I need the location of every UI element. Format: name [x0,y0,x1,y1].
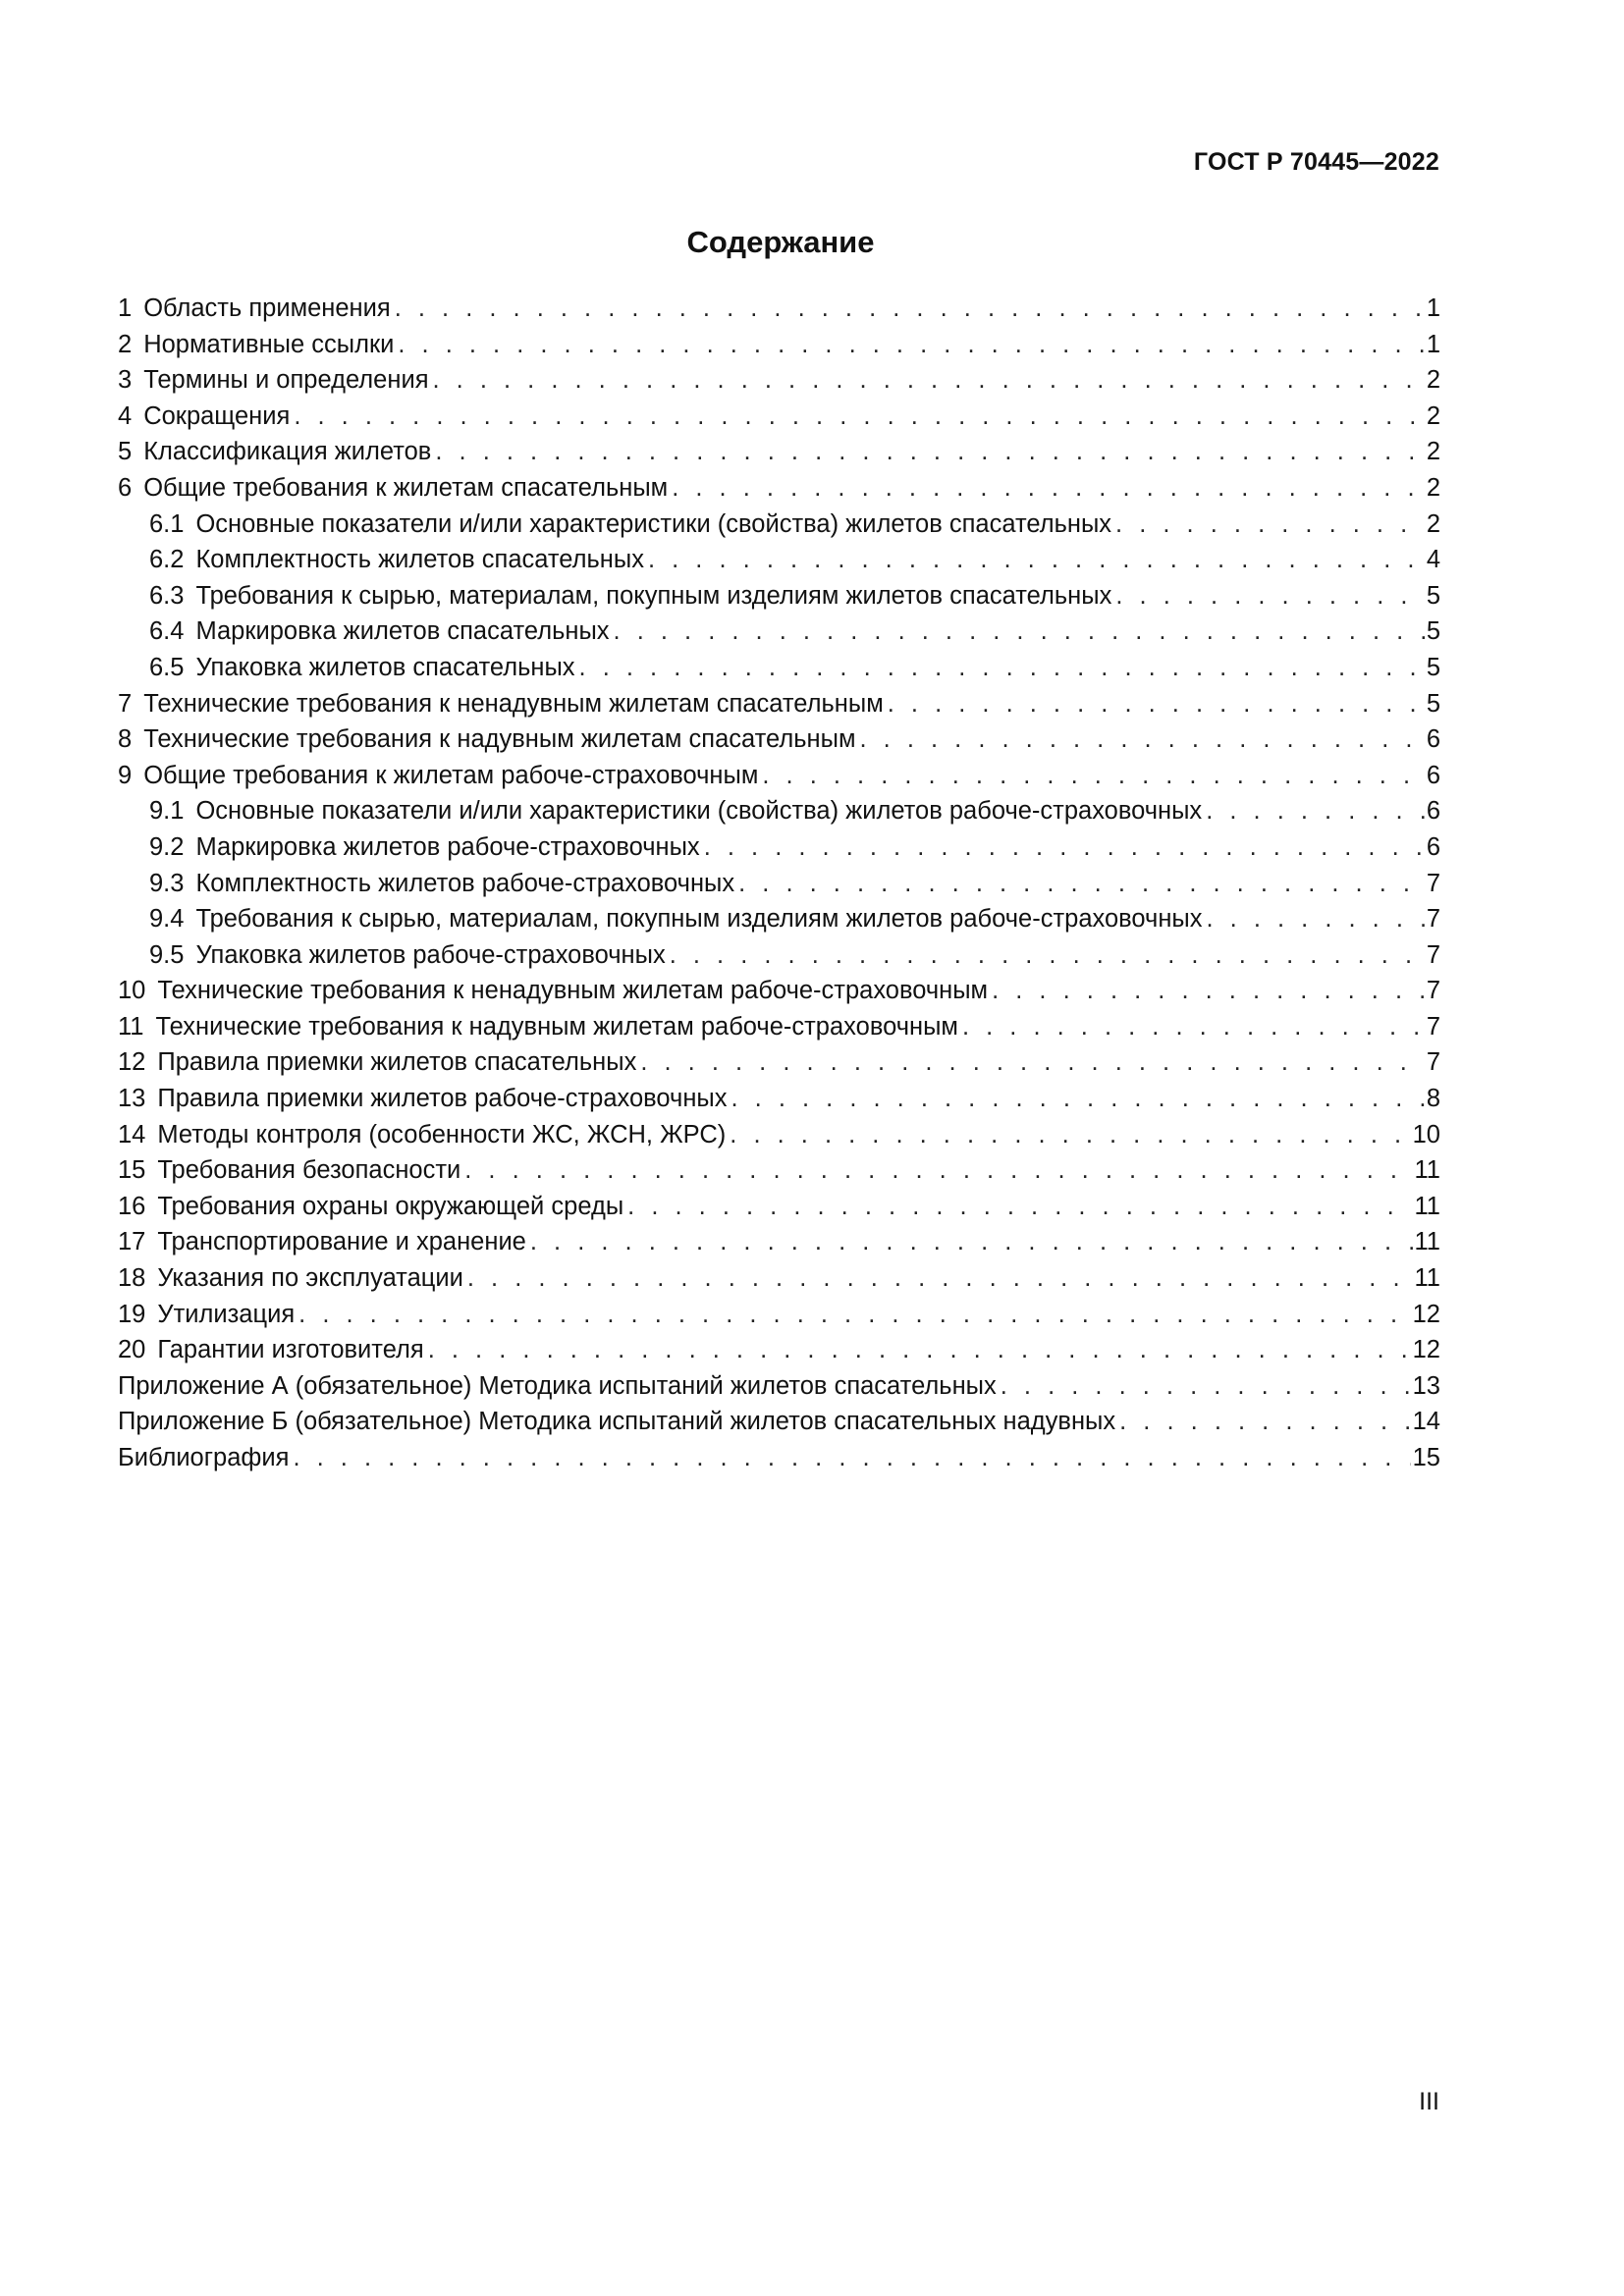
toc-entry-label: Общие требования к жилетам рабоче-страховочным [143,761,759,789]
toc-title: Содержание [686,225,875,259]
toc-entry[interactable] [118,866,1440,902]
toc-entry[interactable] [118,686,1440,722]
toc-entry[interactable] [118,758,1440,794]
toc-entry-page: 13 [1412,1371,1440,1400]
toc-entry-page: 1 [1426,294,1440,322]
toc-dot-leader [731,1081,1424,1117]
page-number: III [1419,2088,1439,2115]
toc-entry[interactable] [118,614,1440,650]
toc-entry-page: 5 [1426,581,1440,610]
toc-dot-leader [435,434,1424,470]
toc-dot-leader [464,1152,1412,1189]
toc-entry[interactable] [118,1009,1440,1045]
toc-dot-leader [1115,578,1424,614]
toc-entry-label: Комплектность жилетов спасательных [195,546,644,574]
toc-entry-number: 9.3 [149,869,185,897]
toc-dot-leader [398,327,1424,363]
toc-entry-number: 9 [118,761,133,789]
toc-dot-leader [614,614,1425,650]
toc-entry-label: Общие требования к жилетам спасательным [143,473,669,502]
toc-entry-label: Классификация жилетов [143,438,432,466]
toc-entry-label: Требования безопасности [157,1156,461,1185]
toc-entry-number: 9.2 [149,832,185,861]
document-code: ГОСТ Р 70445—2022 [1193,148,1439,176]
toc-entry-number: 4 [118,401,133,430]
toc-entry-label: Требования к сырью, материалам, покупным изделиям жилетов рабоче-страховочных [195,905,1203,934]
toc-entry[interactable] [118,1189,1440,1225]
toc-entry-number: 15 [118,1156,146,1185]
toc-dot-leader [298,1297,1410,1333]
toc-entry-label: Область применения [143,294,391,322]
toc-dot-leader [428,1332,1411,1368]
toc-entry-number: 13 [118,1085,146,1113]
toc-entry-number: 11 [118,1012,144,1041]
toc-dot-leader [738,866,1425,902]
toc-entry-page: 2 [1426,366,1440,395]
toc-entry-number: 3 [118,366,133,395]
toc-entry[interactable] [118,901,1440,937]
toc-entry-page: 14 [1412,1408,1440,1436]
toc-entry-number: 10 [118,977,146,1005]
toc-entry[interactable] [118,470,1440,507]
toc-entry[interactable] [118,1260,1440,1297]
toc-entry-number: 9.5 [149,940,185,969]
toc-entry-label: Комплектность жилетов рабоче-страховочных [195,869,735,897]
toc-entry-page: 8 [1426,1085,1440,1113]
toc-entry-page: 6 [1426,725,1440,754]
toc-dot-leader [1207,901,1425,937]
toc-entry[interactable] [118,362,1440,399]
toc-entry[interactable] [118,829,1440,866]
toc-entry-number: 19 [118,1300,146,1328]
toc-dot-leader [627,1189,1412,1225]
toc-entry-page: 5 [1426,617,1440,646]
toc-entry-page: 12 [1412,1336,1440,1364]
toc-entry-label: Утилизация [157,1300,296,1328]
toc-dot-leader [530,1224,1413,1260]
toc-dot-leader [730,1117,1410,1153]
toc-entry-label: Правила приемки жилетов спасательных [157,1048,637,1077]
toc-entry-page: 7 [1426,905,1440,934]
toc-dot-leader [672,470,1425,507]
toc-entry[interactable] [118,1224,1440,1260]
toc-dot-leader [1206,793,1425,829]
toc-dot-leader [962,1009,1425,1045]
toc-entry-label: Нормативные ссылки [143,330,395,358]
toc-dot-leader [640,1044,1424,1081]
toc-dot-leader [992,973,1425,1009]
toc-entry-label: Гарантии изготовителя [157,1336,424,1364]
toc-entry[interactable] [118,578,1440,614]
toc-entry-label: Маркировка жилетов спасательных [195,617,610,646]
toc-entry-number: 5 [118,438,133,466]
toc-entry-label: Технические требования к ненадувным жилетам спасательным [143,689,884,718]
toc-entry-page: 4 [1426,546,1440,574]
toc-entry-label: Требования к сырью, материалам, покупным изделиям жилетов спасательных [195,581,1112,610]
toc-entry[interactable] [118,1044,1440,1081]
toc-entry-page: 7 [1426,1012,1440,1041]
toc-entry-number: 6.3 [149,581,185,610]
toc-entry[interactable] [118,1440,1440,1476]
toc-entry-label: Маркировка жилетов рабоче-страховочных [195,832,700,861]
toc-entry-page: 6 [1426,832,1440,861]
toc-entry-label: Основные показатели и/или характеристики (свойства) жилетов рабоче-страховочных [195,797,1203,826]
toc-entry-page: 7 [1426,940,1440,969]
toc-entry-label: Основные показатели и/или характеристики (свойства) жилетов спасательных [195,509,1112,538]
toc-entry-label: Технические требования к надувным жилетам спасательным [143,725,856,754]
toc-entry-label: Приложение Б (обязательное) Методика испытаний жилетов спасательных надувных [118,1408,1116,1436]
toc-entry-page: 11 [1414,1156,1440,1185]
toc-entry-label: Библиография [118,1444,290,1471]
toc-entry-number: 12 [118,1048,146,1077]
toc-entry[interactable] [118,793,1440,829]
toc-entry-label: Технические требования к ненадувным жилетам рабоче-страховочным [157,977,989,1005]
toc-dot-leader [762,758,1424,794]
toc-entry-label: Требования охраны окружающей среды [157,1192,624,1220]
toc-entry-page: 10 [1412,1120,1440,1148]
toc-entry[interactable] [118,650,1440,686]
toc-entry[interactable] [118,327,1440,363]
toc-entry-label: Указания по эксплуатации [157,1264,463,1293]
toc-entry-page: 12 [1412,1300,1440,1328]
toc-entry-page: 2 [1426,473,1440,502]
toc-entry-page: 7 [1426,869,1440,897]
toc-entry-number: 6.1 [149,509,185,538]
toc-entry-number: 6 [118,473,133,502]
toc-entry-number: 20 [118,1336,146,1364]
toc-entry-page: 11 [1414,1264,1440,1293]
toc-dot-leader [704,829,1425,866]
toc-entry-page: 2 [1426,509,1440,538]
toc-entry-number: 16 [118,1192,146,1220]
toc-entry-number: 9.4 [149,905,185,934]
toc-dot-leader [293,1440,1410,1476]
toc-dot-leader [1119,1404,1410,1440]
toc-entry-number: 6.2 [149,546,185,574]
toc-entry-label: Приложение А (обязательное) Методика испытаний жилетов спасательных [118,1371,997,1400]
toc-entry-page: 7 [1426,1048,1440,1077]
toc-entry-page: 7 [1426,977,1440,1005]
toc-entry-page: 6 [1426,761,1440,789]
toc-entry[interactable] [118,434,1440,470]
toc-entry-page: 1 [1426,330,1440,358]
toc-entry[interactable] [118,721,1440,758]
toc-entry-number: 18 [118,1264,146,1293]
toc-dot-leader [648,542,1425,578]
toc-entry-label: Упаковка жилетов спасательных [195,653,575,681]
toc-entry-page: 6 [1426,797,1440,826]
toc-entry[interactable] [118,973,1440,1009]
toc-entry-page: 5 [1426,653,1440,681]
toc-entry[interactable] [118,399,1440,435]
toc-dot-leader [859,721,1424,758]
toc-dot-leader [670,937,1425,974]
toc-entry-label: Технические требования к надувным жилетам рабоче-страховочным [155,1012,958,1041]
toc-entry[interactable] [118,507,1440,543]
toc-entry-page: 15 [1412,1444,1440,1471]
toc-entry-number: 17 [118,1228,146,1256]
toc-dot-leader [579,650,1425,686]
toc-entry-number: 14 [118,1120,146,1148]
toc-entry-number: 6.5 [149,653,185,681]
toc-entry-number: 2 [118,330,133,358]
toc-entry[interactable] [118,542,1440,578]
toc-entry-number: 7 [118,689,133,718]
table-of-contents [118,291,1440,1476]
toc-entry-label: Упаковка жилетов рабоче-страховочных [195,940,666,969]
toc-entry-label: Термины и определения [143,366,429,395]
toc-entry[interactable] [118,1297,1440,1333]
toc-entry[interactable] [118,1117,1440,1153]
toc-dot-leader [294,399,1424,435]
toc-entry-page: 2 [1426,438,1440,466]
toc-entry[interactable] [118,937,1440,974]
toc-dot-leader [888,686,1425,722]
toc-entry[interactable] [118,291,1440,327]
toc-entry-page: 2 [1426,401,1440,430]
toc-entry-number: 1 [118,294,133,322]
toc-dot-leader [395,291,1425,327]
toc-entry[interactable] [118,1368,1440,1405]
toc-entry-number: 6.4 [149,617,185,646]
toc-entry[interactable] [118,1404,1440,1440]
toc-entry-page: 11 [1414,1228,1440,1256]
toc-dot-leader [1115,507,1425,543]
toc-entry-page: 5 [1426,689,1440,718]
toc-entry-label: Транспортирование и хранение [157,1228,526,1256]
toc-entry-number: 8 [118,725,133,754]
toc-entry-label: Правила приемки жилетов рабоче-страховочных [157,1085,728,1113]
toc-entry[interactable] [118,1152,1440,1189]
toc-entry-number: 9.1 [149,797,185,826]
toc-entry-label: Методы контроля (особенности ЖС, ЖСН, ЖРС) [157,1120,727,1148]
toc-entry[interactable] [118,1081,1440,1117]
toc-entry-label: Сокращения [143,401,291,430]
toc-dot-leader [1001,1368,1411,1405]
toc-entry[interactable] [118,1332,1440,1368]
toc-dot-leader [467,1260,1413,1297]
toc-entry-page: 11 [1414,1192,1440,1220]
toc-dot-leader [433,362,1425,399]
